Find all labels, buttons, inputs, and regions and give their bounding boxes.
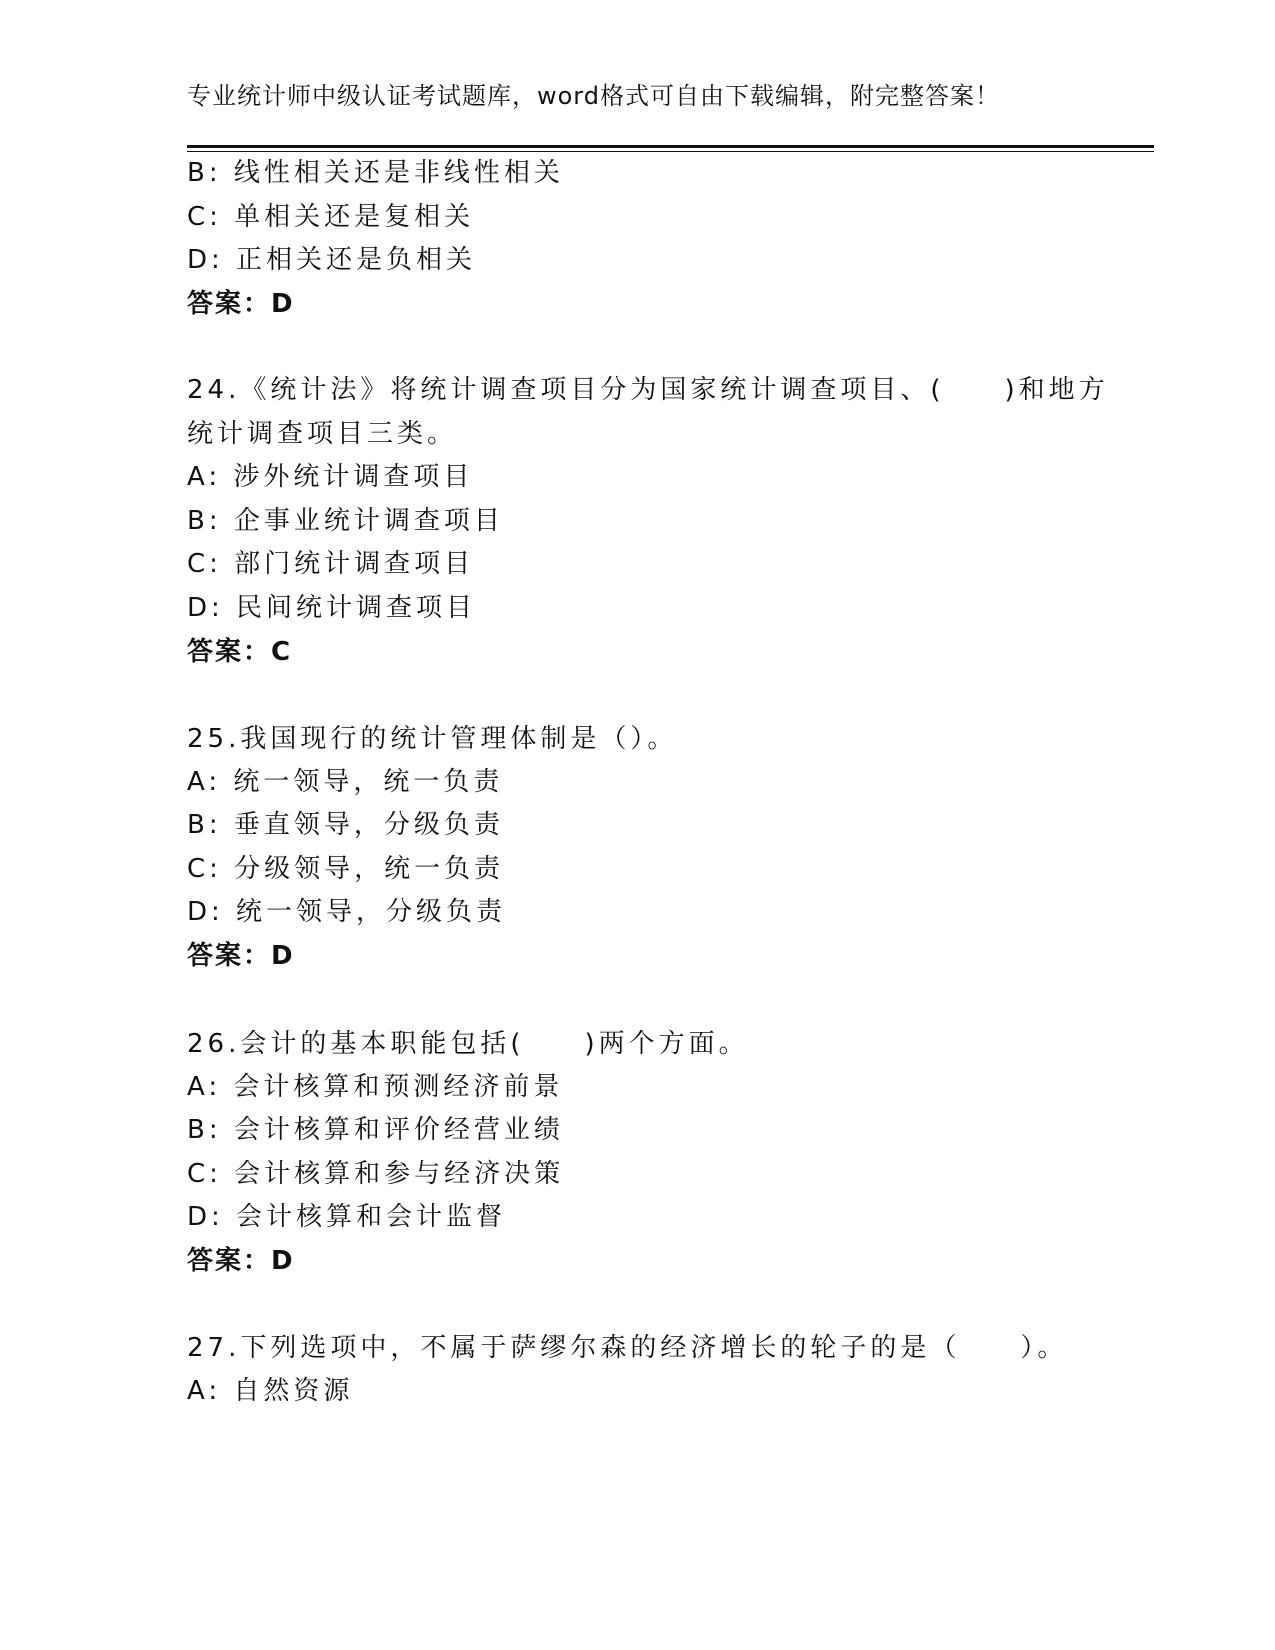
option-line: B: 线性相关还是非线性相关 [187,158,564,188]
option-line: D: 会计核算和会计监督 [187,1202,507,1232]
header-divider-thick [187,145,1154,148]
option-line: B: 企事业统计调查项目 [187,506,504,536]
question-text: 24.《统计法》将统计调查项目分为国家统计调查项目、( )和地方 [187,375,1109,405]
header-divider-thin [187,151,1154,152]
answer-line: 答案：D [187,289,295,319]
answer-line: 答案：D [187,941,295,971]
option-line: C: 部门统计调查项目 [187,549,475,579]
answer-line: 答案：C [187,637,293,667]
option-line: B: 垂直领导，分级负责 [187,810,504,840]
option-line: D: 民间统计调查项目 [187,593,477,623]
question-text: 25.我国现行的统计管理体制是（）。 [187,724,678,754]
option-line: C: 单相关还是复相关 [187,202,475,232]
question-text: 统计调查项目三类。 [187,419,458,449]
option-line: A: 会计核算和预测经济前景 [187,1072,564,1102]
option-line: B: 会计核算和评价经营业绩 [187,1115,564,1145]
option-line: D: 正相关还是负相关 [187,245,477,275]
page-header: 专业统计师中级认证考试题库，word格式可自由下载编辑，附完整答案！ [187,82,1000,110]
option-line: D: 统一领导，分级负责 [187,897,507,927]
question-text: 26.会计的基本职能包括( )两个方面。 [187,1029,749,1059]
answer-line: 答案：D [187,1246,295,1276]
option-line: C: 会计核算和参与经济决策 [187,1159,565,1189]
question-text: 27.下列选项中，不属于萨缪尔森的经济增长的轮子的是（ ）。 [187,1333,1068,1363]
option-line: C: 分级领导，统一负责 [187,854,505,884]
option-line: A: 统一领导，统一负责 [187,767,504,797]
option-line: A: 自然资源 [187,1376,354,1406]
option-line: A: 涉外统计调查项目 [187,462,474,492]
